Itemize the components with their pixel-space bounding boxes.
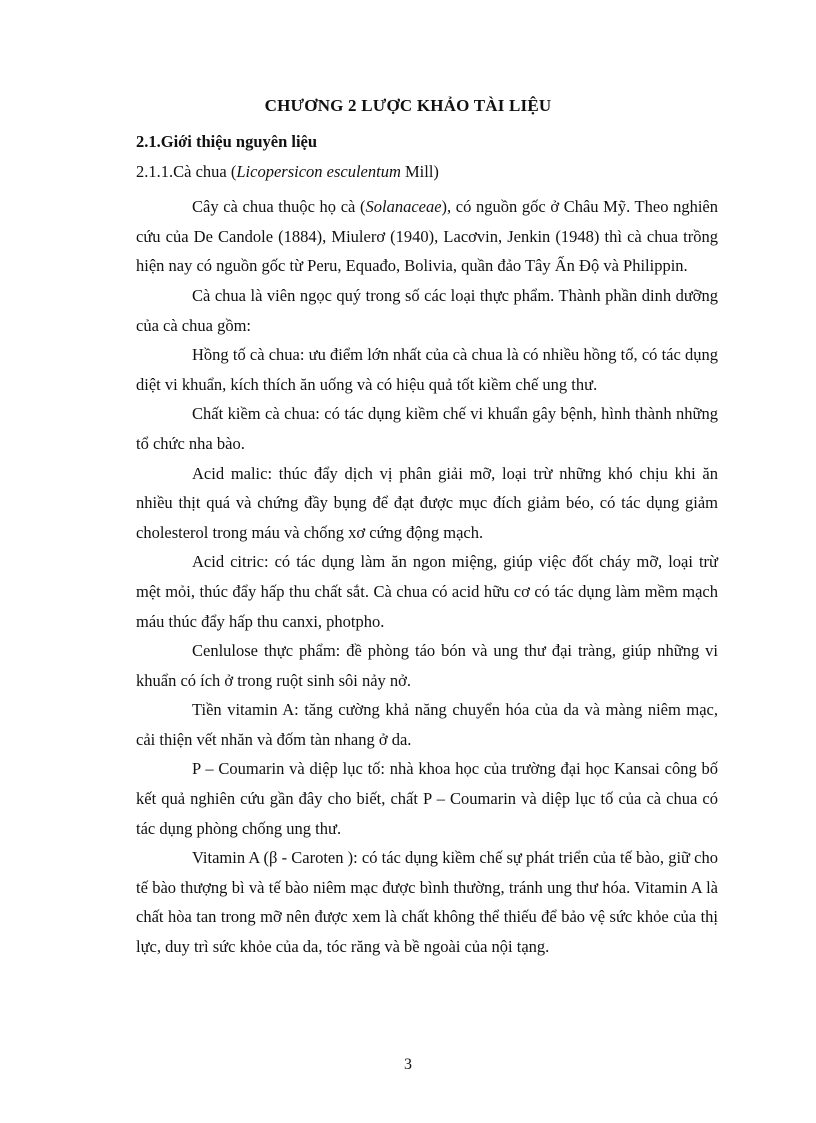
chapter-title: CHƯƠNG 2 LƯỢC KHẢO TÀI LIỆU: [264, 96, 552, 115]
latin-name: Licopersicon esculentum: [236, 161, 401, 181]
paragraph-origin-a: Cây cà chua thuộc họ cà (: [192, 197, 366, 217]
paragraph-coumarin: P – Coumarin và diệp lục tố: nhà khoa học của trường đại học Kansai công bố kết quả nghiên cứu gần đây cho biết, chất P – Coumarin và diệp lục tố của cà chua có tác dụng phòng chống ung thư.: [136, 759, 718, 838]
paragraph-citric-acid: Acid citric: có tác dụng làm ăn ngon miệng, giúp việc đốt cháy mỡ, loại trừ mệt mỏi, thúc đẩy hấp thu chất sắt. Cà chua có acid hữu cơ có tác dụng làm mềm mạch máu thúc đẩy hấp thu canxi, photpho.: [136, 552, 718, 631]
page-number: 3: [404, 1056, 412, 1073]
paragraph-nutrition-intro: Cà chua là viên ngọc quý trong số các loại thực phẩm. Thành phần dinh dưỡng của cà chua gồm:: [136, 285, 718, 335]
subsection-suffix: Mill): [400, 161, 439, 181]
paragraph-alkaloid: Chất kiềm cà chua: có tác dụng kiềm chế vi khuẩn gây bệnh, hình thành những tổ chức nha bào.: [136, 404, 718, 453]
paragraph-malic-acid: Acid malic: thúc đẩy dịch vị phân giải mỡ, loại trừ những khó chịu khi ăn nhiều thịt quá và chứng đầy bụng để đạt được mục đích giảm béo, có tác dụng giảm cholesterol trong máu và chống xơ cứng động mạch.: [136, 463, 718, 542]
paragraph-origin: [136, 192, 718, 281]
subsection-prefix: 2.1.1.Cà chua (: [136, 161, 237, 181]
paragraph-lycopene: Hồng tố cà chua: ưu điểm lớn nhất của cà chua là có nhiều hồng tố, có tác dụng diệt vi khuẩn, kích thích ăn uống và có hiệu quả tốt kiềm chế ung thư.: [136, 345, 718, 394]
document-body: [136, 127, 718, 962]
paragraph-provitamin-a: Tiền vitamin A: tăng cường khả năng chuyển hóa của da và màng niêm mạc, cải thiện vết nhăn và đốm tàn nhang ở da.: [136, 700, 718, 749]
section-heading: 2.1.Giới thiệu nguyên liệu: [136, 132, 318, 151]
paragraph-vitamin-a: Vitamin A (β - Caroten ): có tác dụng kiềm chế sự phát triển của tế bào, giữ cho tế bào thượng bì và tế bào niêm mạc được bình thường, tránh ung thư hóa. Vitamin A là chất hòa tan trong mỡ nên được xem là chất không thể thiếu để bảo vệ sức khỏe của thị lực, duy trì sức khỏe của da, tóc răng và bề ngoài của nội tạng.: [136, 848, 718, 957]
subsection-heading: [136, 157, 718, 187]
paragraph-origin-b: ), có nguồn gốc ở Châu Mỹ. Theo nghiên cứu của De Candole (1884), Miulerơ (1940), Lacơvin, Jenkin (1948) thì cà chua trồng hiện nay có nguồn gốc từ Peru, Equađo, Bolivia, quần đảo Tây Ấn Độ và Philippin.: [136, 197, 718, 276]
paragraph-cellulose: Cenlulose thực phẩm: đề phòng táo bón và ung thư đại tràng, giúp những vi khuẩn có ích ở trong ruột sinh sôi nảy nở.: [136, 641, 718, 690]
family-name: Solanaceae: [365, 197, 442, 217]
